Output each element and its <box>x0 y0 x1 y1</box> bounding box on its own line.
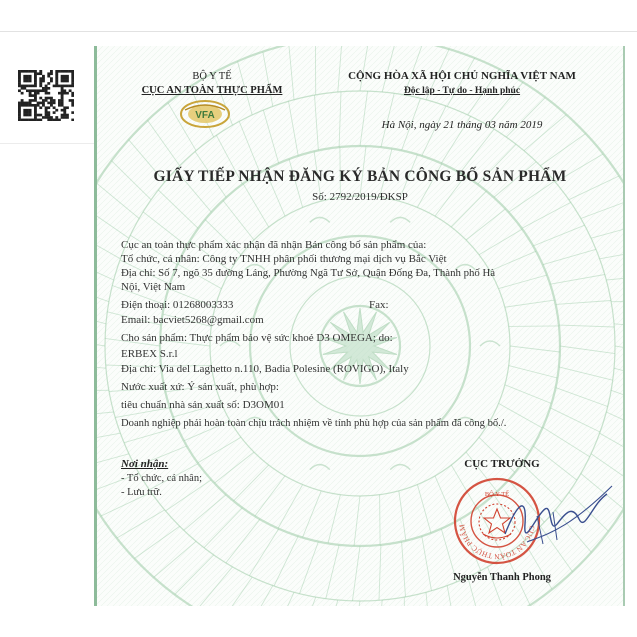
document-title: GIẤY TIẾP NHẬN ĐĂNG KÝ BẢN CÔNG BỐ SẢN PHẨM <box>153 168 567 185</box>
fax-label: Fax: <box>369 299 389 311</box>
ministry-name: BỘ Y TẾ <box>192 71 232 82</box>
email-line: Email: bacviet5268@gmail.com <box>121 314 264 326</box>
stamp-top-text: BỘ Y TẾ <box>484 491 510 498</box>
motto: Độc lập - Tự do - Hạnh phúc <box>403 86 521 96</box>
top-divider <box>0 31 637 32</box>
body-line: Địa chỉ: Số 7, ngõ 35 đường Láng, Phường Ngã Tư Sở, Quận Đống Đa, Thành phố Hà <box>121 267 496 279</box>
body-line: Cục an toàn thực phẩm xác nhận đã nhận Bản công bố sản phẩm của: <box>121 239 427 251</box>
recipient-item: - Lưu trữ. <box>121 487 162 498</box>
handwritten-signature <box>497 464 617 574</box>
body-line: Nước xuất xứ: Ý sản xuất, phù hợp: <box>121 381 279 393</box>
qr-code-icon[interactable] <box>18 70 74 121</box>
body-line: Địa chỉ: Via del Laghetto n.110, Badia Polesine (ROVIGO), Italy <box>121 363 409 375</box>
body-line: tiêu chuẩn nhà sản xuất số: D3OM01 <box>121 399 285 411</box>
signer-name: Nguyễn Thanh Phong <box>453 572 551 583</box>
country-header: CỘNG HÒA XÃ HỘI CHỦ NGHĨA VIỆT NAM <box>348 70 576 82</box>
body-line: Tổ chức, cá nhân: Công ty TNHH phân phối thương mại dịch vụ Bắc Việt <box>121 253 447 265</box>
body-line: Doanh nghiệp phải hoàn toàn chịu trách nhiệm về tính phù hợp của sản phẩm đã công bố./. <box>121 418 507 429</box>
certificate-document <box>94 46 625 606</box>
agency-name: CỤC AN TOÀN THỰC PHẨM <box>141 85 283 96</box>
stamp-ring-text: CỤC AN TOÀN THỰC PHẨM <box>457 523 537 562</box>
logo-text: VFA <box>195 110 215 121</box>
body-line: Nội, Việt Nam <box>121 281 186 293</box>
body-line: ERBEX S.r.l <box>121 348 178 360</box>
phone-line: Điện thoại: 01268003333 <box>121 299 234 311</box>
side-divider <box>0 143 96 144</box>
document-number: Số: 2792/2019/ĐKSP <box>312 191 408 203</box>
body-line: Cho sản phẩm: Thực phẩm bảo vệ sức khoẻ D3 OMEGA; do: <box>121 332 393 344</box>
signer-title: CỤC TRƯỞNG <box>464 458 540 470</box>
vfa-logo <box>179 98 231 130</box>
place-date: Hà Nội, ngày 21 tháng 03 năm 2019 <box>381 119 543 131</box>
recipients-heading: Nơi nhận: <box>121 458 169 470</box>
recipient-item: - Tổ chức, cá nhân; <box>121 473 203 484</box>
